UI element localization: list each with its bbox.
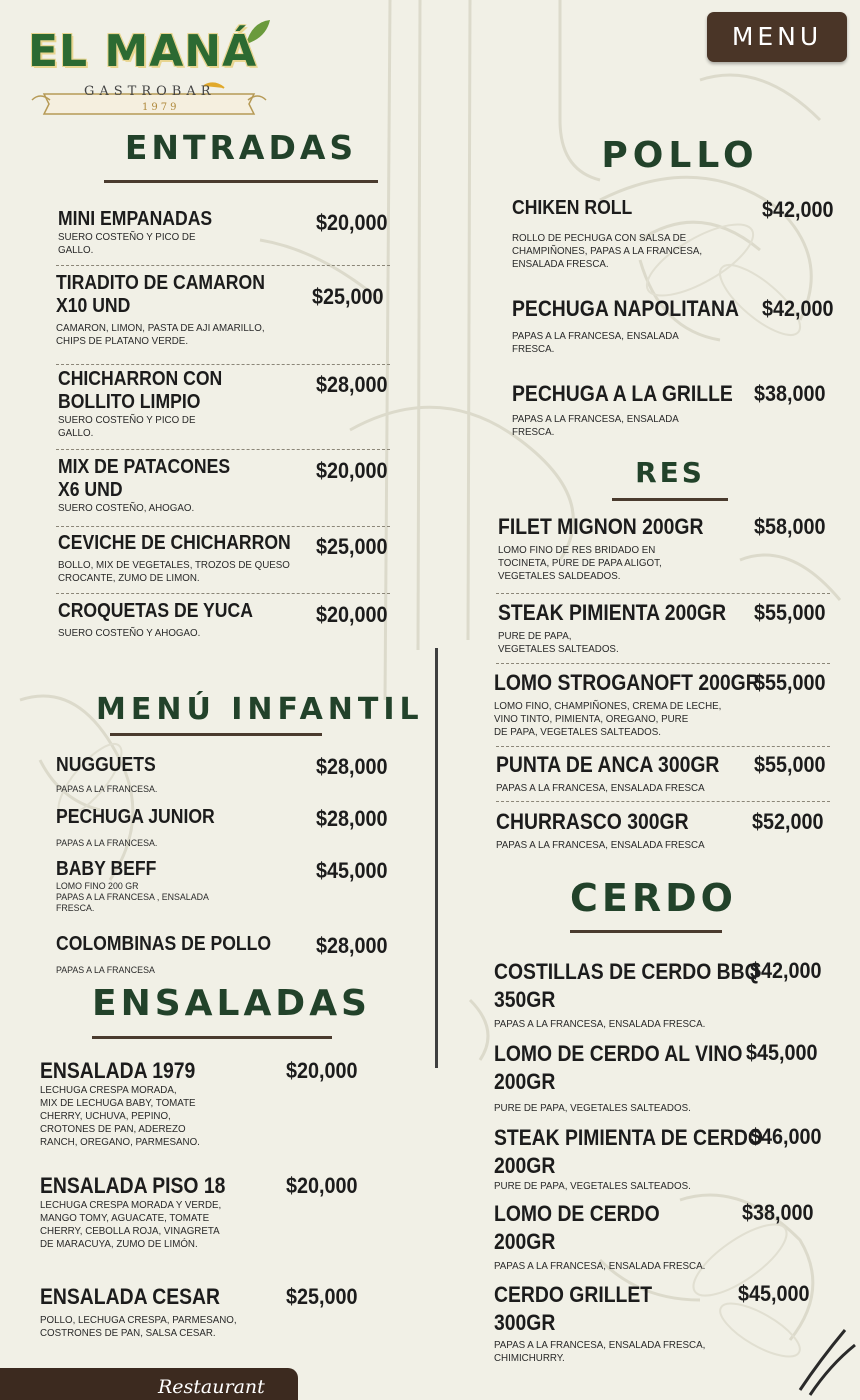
divider-cerdo [570,930,722,933]
item-description: ENSALADA FRESCA. [512,258,609,270]
item-price: $38,000 [754,381,826,406]
menu-item [40,1058,360,1149]
item-description: VEGETALES SALDEADOS. [498,570,621,582]
item-name: 200GR [494,1153,556,1178]
section-title-ensaladas: ENSALADAS [92,983,371,1024]
item-name: COSTILLAS DE CERDO BBQ [494,959,760,984]
restaurant-tab-label: Restaurant [158,1376,265,1398]
item-description: PAPAS A LA FRANCESA, ENSALADA FRESCA. [494,1018,706,1030]
item-name: COLOMBINAS DE POLLO [56,933,272,955]
item-price: $46,000 [750,1124,822,1149]
item-description: ROLLO DE PECHUGA CON SALSA DE [512,232,687,244]
item-description: SUERO COSTEÑO Y PICO DE [58,414,196,426]
menu-item [494,670,828,739]
menu-item [494,1281,812,1365]
menu-item [494,1124,824,1193]
item-description: GALLO. [58,244,94,256]
menu-item [58,208,390,257]
item-description: CAMARON, LIMON, PASTA DE AJI AMARILLO, [56,322,265,334]
item-description: CHIPS DE PLATANO VERDE. [56,335,189,347]
menu-item [56,933,390,977]
menu-item [40,1284,360,1340]
item-name: STEAK PIMIENTA DE CERDO [494,1125,763,1150]
item-description: PAPAS A LA FRANCESA, ENSALADA FRESCA [496,782,705,794]
item-name: 200GR [494,1229,556,1254]
item-description: CHAMPIÑONES, PAPAS A LA FRANCESA, [512,245,703,257]
item-description: SUERO COSTEÑO, AHOGAO. [58,502,195,514]
item-description: CHERRY, UCHUVA, PEPINO, [40,1110,171,1122]
section-title-entradas: ENTRADAS [124,128,358,167]
item-description: TOCINETA, PURE DE PAPA ALIGOT, [498,557,662,569]
item-description: PAPAS A LA FRANCESA, ENSALADA FRESCA, [494,1339,706,1351]
item-price: $55,000 [754,600,826,625]
menu-item [56,754,390,796]
item-name: LOMO STROGANOFT 200GR [494,670,760,695]
item-price: $58,000 [754,514,826,539]
column-divider [435,648,438,1068]
item-description: FRESCA. [512,426,555,438]
menu-item [512,197,836,271]
divider-res [612,498,728,501]
item-price: $45,000 [738,1281,810,1306]
item-price: $28,000 [316,372,388,397]
item-description: POLLO, LECHUGA CRESPA, PARMESANO, [40,1314,237,1326]
section-title-infantil: MENÚ INFANTIL [96,692,424,727]
menu-item [496,752,828,795]
dotted-separator [496,593,830,594]
brand-year: 1979 [142,102,180,113]
item-price: $52,000 [752,809,824,834]
item-description: FRESCA. [56,903,95,914]
item-price: $20,000 [316,458,388,483]
item-description: BOLLO, MIX DE VEGETALES, TROZOS DE QUESO [58,559,290,571]
item-description: FRESCA. [512,343,555,355]
item-description: SUERO COSTEÑO Y AHOGAO. [58,627,201,639]
menu-item [494,958,824,1031]
item-name: PUNTA DE ANCA 300GR [496,752,720,777]
item-price: $45,000 [316,858,388,883]
item-description: VINO TINTO, PIMIENTA, OREGANO, PURE [494,713,689,725]
item-name: FILET MIGNON 200GR [498,514,704,539]
divider-ensaladas [92,1036,332,1039]
item-description: CROTONES DE PAN, ADEREZO [40,1123,186,1135]
item-price: $42,000 [750,958,822,983]
item-name: PECHUGA A LA GRILLE [512,381,733,406]
item-description: PAPAS A LA FRANCESA. [56,838,158,849]
item-price: $20,000 [316,210,388,235]
item-price: $28,000 [316,933,388,958]
item-description: PURE DE PAPA, VEGETALES SALTEADOS. [494,1102,691,1114]
item-price: $20,000 [286,1058,358,1083]
item-name: PECHUGA NAPOLITANA [512,296,739,321]
item-name: CHIKEN ROLL [512,197,633,219]
restaurant-tab[interactable] [0,1368,298,1400]
divider-infantil [110,733,322,736]
item-name: PECHUGA JUNIOR [56,806,215,828]
item-name: CHURRASCO 300GR [496,809,689,834]
menu-item [58,600,390,640]
menu-item [496,809,826,852]
brand-name: EL MANÁ [28,26,258,77]
item-name: CEVICHE DE CHICHARRON [58,532,291,554]
item-price: $55,000 [754,670,826,695]
item-description: LOMO FINO 200 GR [56,881,139,892]
item-description: PAPAS A LA FRANCESA. [56,784,158,795]
menu-item [58,368,390,440]
menu-item [494,1200,816,1273]
item-description: LECHUGA CRESPA MORADA, [40,1084,177,1096]
dotted-separator [56,593,390,594]
item-name: 200GR [494,1069,556,1094]
item-name: 300GR [494,1310,556,1335]
menu-item [498,514,828,583]
item-name: BOLLITO LIMPIO [58,391,201,413]
item-name: MINI EMPANADAS [58,208,213,230]
item-description: CROCANTE, ZUMO DE LIMON. [58,572,200,584]
item-price: $28,000 [316,754,388,779]
menu-item [56,272,390,348]
menu-item [58,532,390,585]
item-description: CHIMICHURRY. [494,1352,565,1364]
item-description: PAPAS A LA FRANCESA [56,965,155,976]
menu-item [58,456,390,515]
item-name: X10 UND [56,295,131,317]
item-description: GALLO. [58,427,94,439]
item-price: $55,000 [754,752,826,777]
item-name: MIX DE PATACONES [58,456,231,478]
item-description: PAPAS A LA FRANCESA, ENSALADA [512,330,679,342]
menu-button[interactable]: MENU [707,12,847,62]
item-description: PURE DE PAPA, [498,630,572,642]
brand-logo [24,18,274,113]
item-price: $42,000 [762,197,834,222]
dotted-separator [56,449,390,450]
menu-item [512,381,828,439]
item-price: $28,000 [316,806,388,831]
item-description: LECHUGA CRESPA MORADA Y VERDE, [40,1199,222,1211]
item-price: $25,000 [312,284,384,309]
item-description: PAPAS A LA FRANCESA , ENSALADA [56,892,209,903]
item-name: TIRADITO DE CAMARON [56,272,265,294]
item-description: RANCH, OREGANO, PARMESANO. [40,1136,200,1148]
item-description: PAPAS A LA FRANCESA, ENSALADA FRESCA. [494,1260,706,1272]
item-description: CHERRY, CEBOLLA ROJA, VINAGRETA [40,1225,220,1237]
item-description: VEGETALES SALTEADOS. [498,643,619,655]
item-description: SUERO COSTEÑO Y PICO DE [58,231,196,243]
dotted-separator [56,364,390,365]
item-description: DE PAPA, VEGETALES SALTEADOS. [494,726,661,738]
dotted-separator [56,526,390,527]
item-description: DE MARACUYA, ZUMO DE LIMÓN. [40,1238,198,1250]
item-description: COSTRONES DE PAN, SALSA CESAR. [40,1327,216,1339]
item-name: LOMO DE CERDO [494,1201,660,1226]
item-price: $45,000 [746,1040,818,1065]
section-title-res: RES [635,456,705,489]
item-name: CHICHARRON CON [58,368,223,390]
item-name: NUGGUETS [56,754,156,776]
item-name: LOMO DE CERDO AL VINO [494,1041,743,1066]
menu-item [40,1173,360,1251]
menu-item [56,806,390,850]
item-name: CERDO GRILLET [494,1282,653,1307]
item-description: LOMO FINO DE RES BRIDADO EN [498,544,656,556]
divider-entradas [104,180,378,183]
item-name: ENSALADA CESAR [40,1284,220,1309]
item-description: PAPAS A LA FRANCESA, ENSALADA [512,413,679,425]
item-name: CROQUETAS DE YUCA [58,600,253,622]
item-price: $42,000 [762,296,834,321]
item-price: $38,000 [742,1200,814,1225]
dotted-separator [496,663,830,664]
item-name: 350GR [494,987,556,1012]
menu-item [498,600,828,656]
dotted-separator [496,801,830,802]
item-name: ENSALADA 1979 [40,1058,196,1083]
item-name: X6 UND [58,479,123,501]
item-price: $25,000 [286,1284,358,1309]
menu-item [512,296,836,356]
item-name: BABY BEFF [56,858,157,880]
item-price: $25,000 [316,534,388,559]
item-name: STEAK PIMIENTA 200GR [498,600,727,625]
item-description: MIX DE LECHUGA BABY, TOMATE [40,1097,196,1109]
brand-subtitle: GASTROBAR [84,84,216,99]
menu-item [56,858,390,914]
item-description: MANGO TOMY, AGUACATE, TOMATE [40,1212,210,1224]
item-price: $20,000 [316,602,388,627]
section-title-pollo: POLLO [601,135,759,176]
menu-item [494,1040,820,1115]
dotted-separator [56,265,390,266]
item-description: PAPAS A LA FRANCESA, ENSALADA FRESCA [496,839,705,851]
section-title-cerdo: CERDO [570,876,737,920]
item-description: LOMO FINO, CHAMPIÑONES, CREMA DE LECHE, [494,700,722,712]
item-description: PURE DE PAPA, VEGETALES SALTEADOS. [494,1180,691,1192]
dotted-separator [496,746,830,747]
item-price: $20,000 [286,1173,358,1198]
item-name: ENSALADA PISO 18 [40,1173,226,1198]
